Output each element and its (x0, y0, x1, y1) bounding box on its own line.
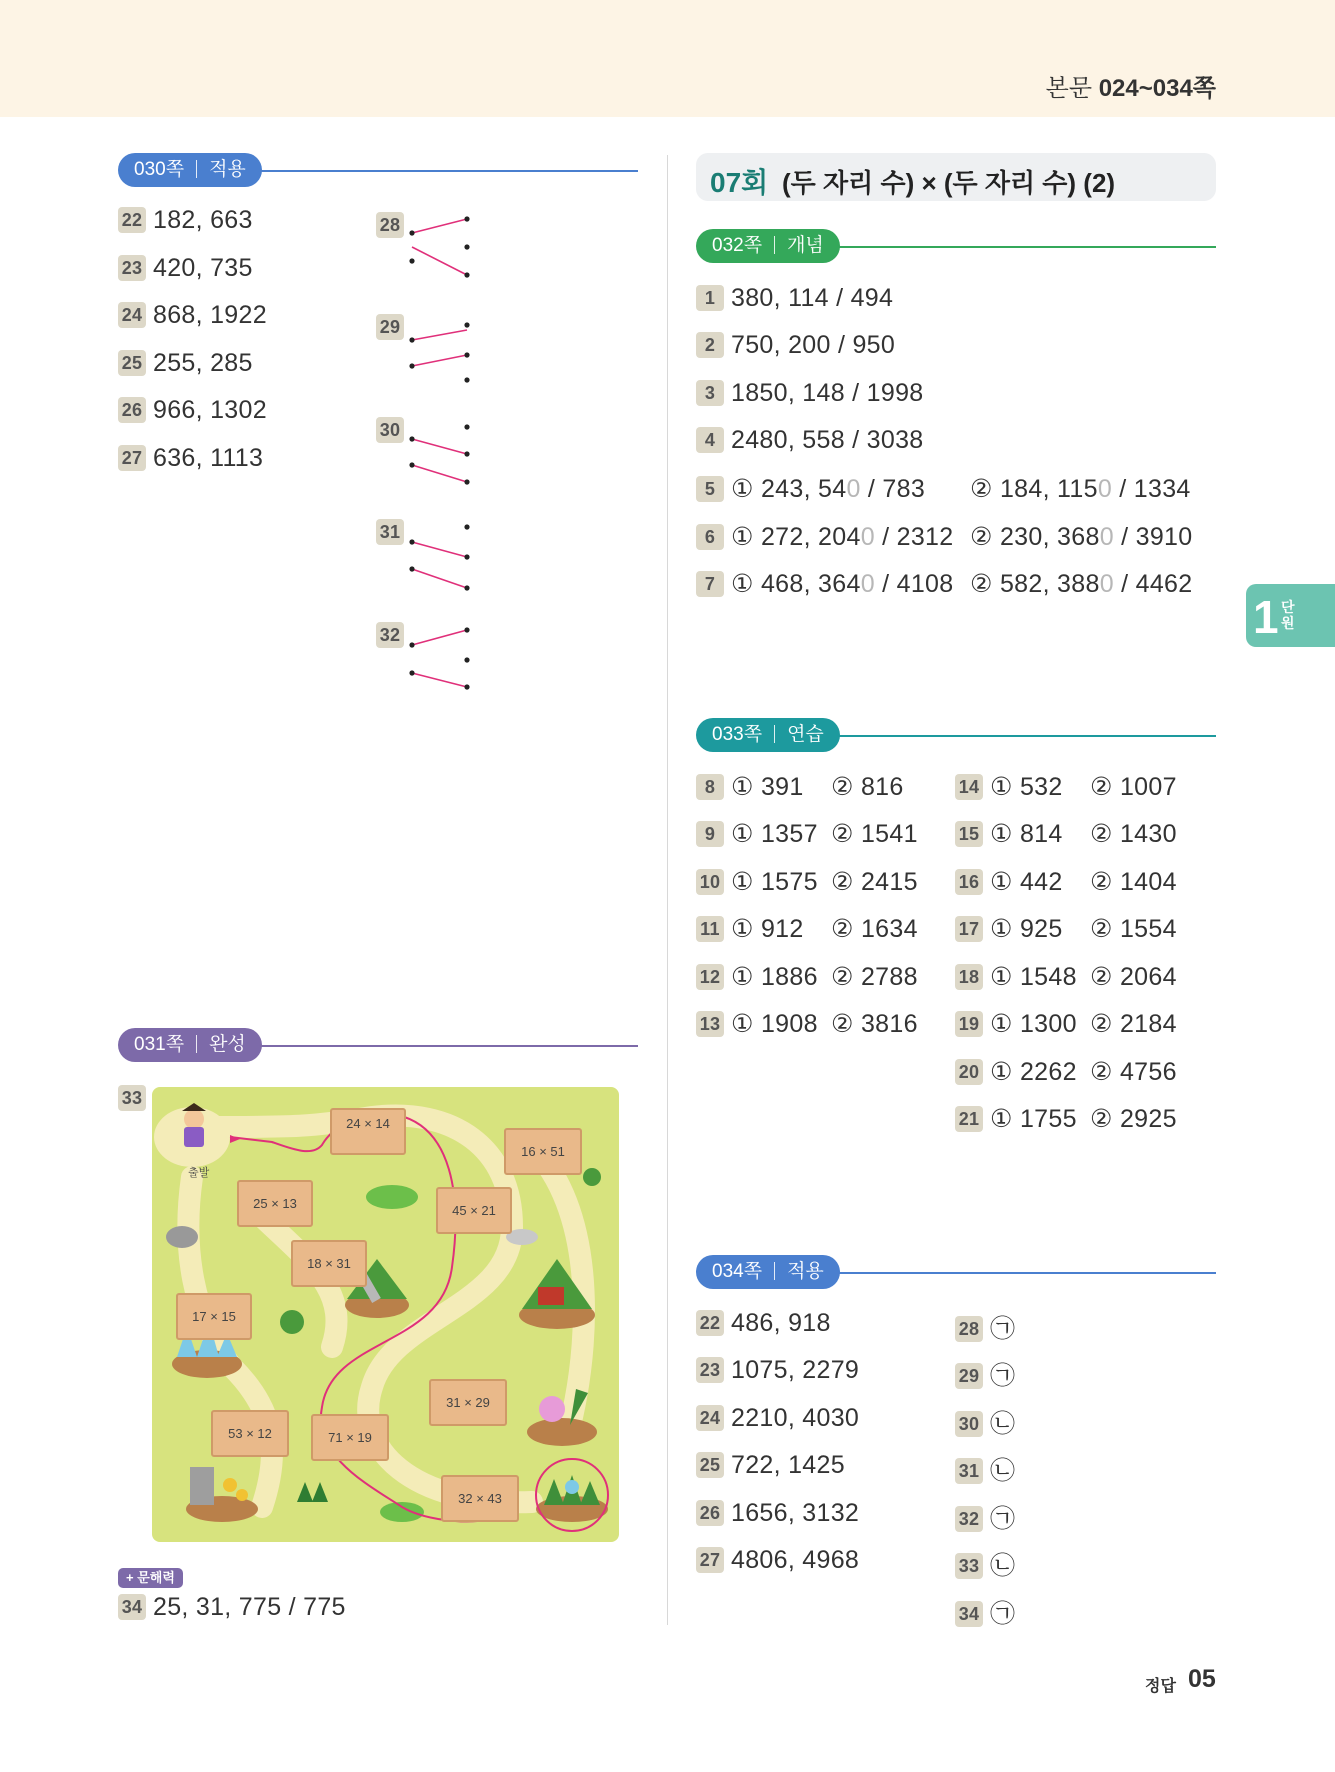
question-number: 27 (118, 445, 146, 471)
answer-row (955, 1404, 1015, 1440)
answer-row (696, 426, 923, 455)
matching-lines (400, 205, 480, 695)
answer-row (696, 1499, 859, 1528)
answer-a: ① 1548 (990, 963, 1077, 991)
question-number: 26 (696, 1500, 724, 1526)
practice-row (696, 867, 918, 897)
answer-part: / 4462 (1113, 570, 1193, 598)
question-number: 5 (696, 476, 724, 502)
answer-part: / 1334 (1112, 475, 1191, 503)
section-type: 적용 (787, 1261, 824, 1282)
question-number: 10 (696, 869, 724, 895)
section-rule (828, 1272, 1216, 1274)
answer-a: ① 925 (990, 915, 1063, 943)
section-tag-031 (118, 1028, 262, 1062)
question-number: 14 (955, 774, 983, 800)
answer-b: ② 1554 (1090, 915, 1177, 943)
answer-a: ① 1357 (731, 820, 818, 848)
answer-b: ② 1541 (831, 820, 918, 848)
answer-text: 868, 1922 (153, 301, 267, 329)
answer-text: 750, 200 / 950 (731, 331, 896, 359)
question-33 (118, 1084, 153, 1113)
answer-text: 1656, 3132 (731, 1499, 860, 1527)
answer-zero: 0 (860, 523, 875, 551)
section-type: 적용 (209, 159, 246, 180)
practice-row (955, 1057, 1177, 1087)
answer-a: ① 391 (731, 773, 804, 801)
question-number: 34 (955, 1601, 983, 1627)
page-header (0, 0, 1335, 117)
question-number: 15 (955, 821, 983, 847)
practice-row (696, 819, 918, 849)
lesson-number: 07회 (710, 167, 769, 198)
answer-b: ② 2925 (1090, 1105, 1177, 1133)
answer-a: ① 1908 (731, 1010, 818, 1038)
answer-row (118, 301, 267, 330)
maze-tile: 32 × 43 (441, 1475, 519, 1522)
answer-a: ① 532 (990, 773, 1063, 801)
answer-row (118, 1593, 346, 1622)
answer-row-b (970, 569, 1192, 599)
section-page: 030쪽 (134, 159, 185, 180)
footer-label: 정답 (1145, 1678, 1176, 1695)
answer-b: ② 2415 (831, 868, 918, 896)
answer-zero: 0 (1099, 523, 1114, 551)
question-number: 25 (696, 1452, 724, 1478)
answer-b: ② 2184 (1090, 1010, 1177, 1038)
section-type: 완성 (209, 1034, 246, 1055)
answer-a: ① 1300 (990, 1010, 1077, 1038)
answer-b: ② 1007 (1090, 773, 1177, 801)
section-page: 033쪽 (712, 724, 763, 745)
question-number: 24 (118, 302, 146, 328)
answer-part: / 3910 (1113, 523, 1193, 551)
practice-row (955, 914, 1177, 944)
question-number: 12 (696, 964, 724, 990)
maze-tile: 16 × 51 (504, 1128, 582, 1175)
question-number: 13 (696, 1011, 724, 1037)
question-number: 11 (696, 916, 724, 942)
answer-row (955, 1451, 1015, 1487)
question-number: 1 (696, 285, 724, 311)
maze-tile: 18 × 31 (291, 1240, 367, 1287)
section-type: 연습 (787, 724, 824, 745)
question-number: 32 (376, 622, 404, 648)
answer-zero: 0 (846, 475, 861, 503)
header-range (1046, 68, 1216, 103)
question-number: 24 (696, 1405, 724, 1431)
maze-tile: 24 × 14 (330, 1108, 406, 1155)
answer-b: ② 1634 (831, 915, 918, 943)
question-number: 32 (955, 1506, 983, 1532)
question-number: 23 (696, 1357, 724, 1383)
question-number: 28 (955, 1316, 983, 1342)
question-number: 31 (955, 1458, 983, 1484)
question-number: 7 (696, 571, 724, 597)
practice-row (955, 819, 1177, 849)
maze-tile: 71 × 19 (311, 1414, 389, 1461)
answer-row (118, 206, 253, 235)
answer-row (696, 331, 895, 360)
section-rule (250, 1045, 638, 1047)
answer-text: 486, 918 (731, 1309, 831, 1337)
answer-text: 966, 1302 (153, 396, 267, 424)
answer-text: 722, 1425 (731, 1451, 845, 1479)
question-number: 25 (118, 350, 146, 376)
answer-row (696, 569, 953, 599)
question-number: 2 (696, 332, 724, 358)
practice-row (955, 1009, 1177, 1039)
answer-zero: 0 (860, 570, 875, 598)
answer-b: ② 3816 (831, 1010, 918, 1038)
answer-text: ㉠ (990, 1315, 1016, 1343)
answer-zero: 0 (1097, 475, 1113, 503)
answer-text: 182, 663 (153, 206, 253, 234)
unit-label-text: 단 원 (1281, 599, 1295, 631)
question-number: 18 (955, 964, 983, 990)
section-tag-030 (118, 153, 262, 187)
question-number: 29 (955, 1363, 983, 1389)
answer-text: ㉡ (990, 1457, 1016, 1485)
question-number: 22 (118, 207, 146, 233)
practice-row (696, 772, 904, 802)
answer-text: 636, 1113 (153, 444, 264, 472)
answer-zero: 0 (1099, 570, 1114, 598)
answer-b: ② 1430 (1090, 820, 1177, 848)
answer-row (118, 349, 253, 378)
unit-tab[interactable] (1246, 584, 1335, 647)
practice-row (955, 1104, 1177, 1134)
answer-part: ① 243, 54 (731, 475, 847, 503)
question-number: 31 (376, 519, 404, 545)
answer-row-b (970, 474, 1191, 504)
answer-row (955, 1499, 1015, 1535)
answer-part: / 2312 (874, 523, 954, 551)
section-page: 031쪽 (134, 1034, 185, 1055)
answer-b: ② 2788 (831, 963, 918, 991)
question-number: 8 (696, 774, 724, 800)
answer-row (696, 1546, 859, 1575)
question-number: 4 (696, 427, 724, 453)
maze-tile: 53 × 12 (211, 1410, 289, 1457)
question-number: 28 (376, 212, 404, 238)
answer-part: ② 582, 388 (970, 570, 1100, 598)
answer-b: ② 816 (831, 773, 904, 801)
answer-text: ㉠ (990, 1362, 1016, 1390)
answer-row (955, 1356, 1015, 1392)
question-number: 6 (696, 524, 724, 550)
question-number: 26 (118, 397, 146, 423)
answer-row (696, 1309, 831, 1338)
answer-text: ㉠ (990, 1600, 1016, 1628)
literacy-badge: + 문해력 (118, 1568, 183, 1588)
question-number: 16 (955, 869, 983, 895)
answer-a: ① 442 (990, 868, 1063, 896)
answer-text: 1075, 2279 (731, 1356, 860, 1384)
column-divider (667, 155, 668, 1625)
lesson-name: (두 자리 수) × (두 자리 수) (2) (782, 168, 1116, 198)
section-type: 개념 (787, 235, 824, 256)
section-tag-034 (696, 1255, 840, 1289)
question-number: 23 (118, 255, 146, 281)
answer-a: ① 1755 (990, 1105, 1077, 1133)
question-number: 29 (376, 314, 404, 340)
question-number: 19 (955, 1011, 983, 1037)
question-number: 33 (955, 1553, 983, 1579)
answer-a: ① 1886 (731, 963, 818, 991)
answer-b: ② 4756 (1090, 1058, 1177, 1086)
answer-b: ② 2064 (1090, 963, 1177, 991)
answer-row (696, 379, 923, 408)
answer-part: ② 184, 115 (970, 475, 1098, 503)
answer-row (118, 444, 263, 473)
maze-tile: 31 × 29 (429, 1379, 507, 1426)
question-number: 21 (955, 1106, 983, 1132)
section-rule (828, 246, 1216, 248)
answer-text: 420, 735 (153, 254, 253, 282)
answer-a: ① 814 (990, 820, 1063, 848)
question-number: 20 (955, 1059, 983, 1085)
section-page: 034쪽 (712, 1261, 763, 1282)
answer-text: 1850, 148 / 1998 (731, 379, 924, 407)
answer-row (696, 474, 925, 504)
maze-tile: 25 × 13 (237, 1180, 313, 1227)
question-number: 22 (696, 1310, 724, 1336)
answer-row (696, 1356, 859, 1385)
header-pages: 024~034쪽 (1098, 75, 1216, 102)
section-tag-032 (696, 229, 840, 263)
answer-row (118, 396, 267, 425)
answer-part: ② 230, 368 (970, 523, 1100, 551)
answer-row (696, 1451, 845, 1480)
maze-tile: 45 × 21 (436, 1187, 512, 1234)
practice-row (955, 772, 1177, 802)
question-number: 27 (696, 1547, 724, 1573)
answer-text: ㉡ (990, 1552, 1016, 1580)
answer-part: / 4108 (874, 570, 954, 598)
lesson-title (696, 153, 1216, 201)
answer-text: 380, 114 / 494 (731, 284, 894, 312)
answer-row (118, 254, 253, 283)
answer-a: ① 1575 (731, 868, 818, 896)
practice-row (955, 867, 1177, 897)
answer-row (696, 522, 953, 552)
question-number: 33 (118, 1085, 146, 1111)
practice-row (696, 914, 918, 944)
question-number: 17 (955, 916, 983, 942)
answer-row-b (970, 522, 1192, 552)
answer-b: ② 1404 (1090, 868, 1177, 896)
answer-text: 255, 285 (153, 349, 253, 377)
page-number: 05 (1188, 1665, 1216, 1693)
answer-row (955, 1546, 1015, 1582)
answer-a: ① 912 (731, 915, 804, 943)
practice-row (696, 1009, 918, 1039)
question-number: 3 (696, 380, 724, 406)
section-rule (828, 735, 1216, 737)
header-prefix: 본문 (1045, 75, 1093, 102)
answer-row (955, 1309, 1015, 1345)
unit-label (1281, 599, 1295, 631)
question-number: 30 (955, 1411, 983, 1437)
answer-text: 2480, 558 / 3038 (731, 426, 924, 454)
answer-text: 4806, 4968 (731, 1546, 860, 1574)
question-number: 34 (118, 1594, 146, 1620)
section-page: 032쪽 (712, 235, 763, 256)
practice-row (955, 962, 1177, 992)
answer-part: / 783 (860, 475, 926, 503)
answer-text: 25, 31, 775 / 775 (153, 1593, 346, 1621)
answer-row (696, 1404, 859, 1433)
start-label: 출발 (188, 1167, 210, 1179)
unit-number: 1 (1253, 591, 1279, 643)
answer-text: 2210, 4030 (731, 1404, 860, 1432)
section-rule (250, 170, 638, 172)
question-number: 30 (376, 417, 404, 443)
answer-text: ㉠ (990, 1505, 1016, 1533)
answer-row (696, 284, 893, 313)
maze-tile: 17 × 15 (176, 1293, 252, 1340)
answer-text: ㉡ (990, 1410, 1016, 1438)
section-tag-033 (696, 718, 840, 752)
answer-a: ① 2262 (990, 1058, 1077, 1086)
question-number: 9 (696, 821, 724, 847)
practice-row (696, 962, 918, 992)
answer-part: ① 272, 204 (731, 523, 861, 551)
answer-row (955, 1594, 1015, 1630)
answer-part: ① 468, 364 (731, 570, 861, 598)
